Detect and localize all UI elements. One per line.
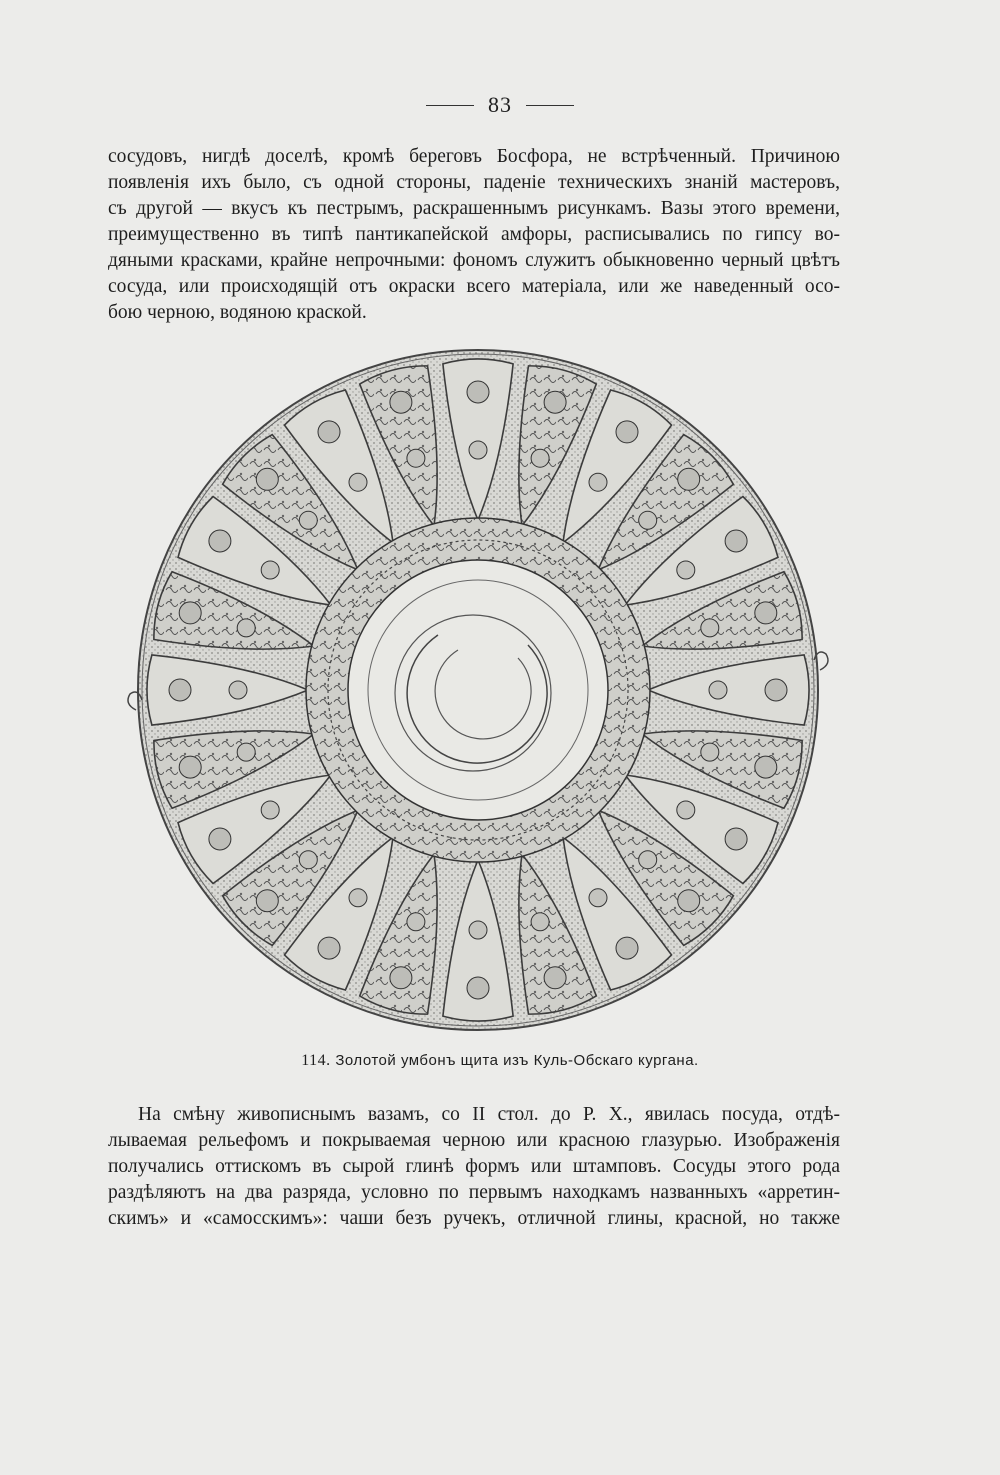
text-line: лываемая рельефомъ и покрываемая черною или красною глазурью. Изображенія [108, 1130, 840, 1151]
text-line: съ другой — вкусъ къ пестрымъ, раскрашеннымъ рисункамъ. Вазы этого времени, [108, 198, 840, 219]
boss-face-medallion [299, 851, 317, 869]
boss-face-medallion [390, 967, 412, 989]
caption-number: 114. [301, 1052, 331, 1069]
boss-face-medallion [179, 602, 201, 624]
text-line: сосуда, или происходящій отъ окраски всего матеріала, или же наведенный осо- [108, 276, 840, 297]
boss-face-medallion [467, 381, 489, 403]
boss-face-medallion [725, 530, 747, 552]
boss-face-medallion [639, 851, 657, 869]
boss-face-medallion [531, 913, 549, 931]
boss-face-medallion [318, 937, 340, 959]
boss-face-medallion [261, 801, 279, 819]
boss-face-medallion [349, 889, 367, 907]
text-line: получались оттискомъ въ сырой глинѣ формъ или штамповъ. Сосуды этого рода [108, 1156, 840, 1177]
text-line: дяными красками, крайне непрочными: фономъ служитъ обыкновенно черный цвѣтъ [108, 250, 840, 271]
boss-face-medallion [256, 468, 278, 490]
boss-face-medallion [544, 967, 566, 989]
page-number: 83 [488, 92, 512, 117]
boss-face-medallion [678, 468, 700, 490]
boss-face-medallion [209, 828, 231, 850]
boss-face-medallion [299, 511, 317, 529]
paragraph-1 [108, 144, 840, 326]
boss-face-medallion [179, 756, 201, 778]
shield-boss-illustration [108, 345, 848, 1035]
boss-face-medallion [725, 828, 747, 850]
text-line: раздѣляютъ на два разряда, условно по первымъ находкамъ названныхъ «арретин- [108, 1182, 840, 1203]
page-header [0, 92, 1000, 118]
boss-face-medallion [407, 449, 425, 467]
text-line: преимущественно въ типѣ пантикапейской амфоры, расписывались по гипсу во- [108, 224, 840, 245]
boss-face-medallion [237, 619, 255, 637]
boss-face-medallion [755, 756, 777, 778]
figure-caption [0, 1052, 1000, 1070]
boss-face-medallion [229, 681, 247, 699]
boss-face-medallion [677, 561, 695, 579]
header-rule-right [526, 105, 574, 106]
text-line: На смѣну живописнымъ вазамъ, со II стол. до Р. Х., явилась посуда, отдѣ- [138, 1104, 840, 1125]
boss-face-medallion [616, 937, 638, 959]
boss-face-medallion [765, 679, 787, 701]
boss-face-medallion [616, 421, 638, 443]
boss-center-boss [348, 560, 608, 820]
boss-face-medallion [589, 473, 607, 491]
boss-face-medallion [701, 743, 719, 761]
boss-face-medallion [237, 743, 255, 761]
boss-face-medallion [589, 889, 607, 907]
text-line: сосудовъ, нигдѣ доселѣ, кромѣ береговъ Босфора, не встрѣченный. Причиною [108, 146, 840, 167]
paragraph-2 [108, 1102, 840, 1232]
boss-face-medallion [531, 449, 549, 467]
header-rule-left [426, 105, 474, 106]
boss-face-medallion [256, 890, 278, 912]
boss-face-medallion [639, 511, 657, 529]
boss-face-medallion [209, 530, 231, 552]
text-line: скимъ» и «самосскимъ»: чаши безъ ручекъ, отличной глины, красной, но также [108, 1208, 840, 1229]
boss-face-medallion [467, 977, 489, 999]
boss-face-medallion [349, 473, 367, 491]
boss-face-medallion [469, 921, 487, 939]
boss-face-medallion [318, 421, 340, 443]
boss-face-medallion [469, 441, 487, 459]
caption-text: Золотой умбонъ щита изъ Куль-Обскаго кургана. [335, 1052, 699, 1069]
boss-face-medallion [169, 679, 191, 701]
figure-shield-boss [108, 345, 848, 1035]
text-line: появленія ихъ было, съ одной стороны, паденіе техническихъ знаній мастеровъ, [108, 172, 840, 193]
boss-face-medallion [677, 801, 695, 819]
boss-face-medallion [709, 681, 727, 699]
boss-face-medallion [544, 391, 566, 413]
boss-face-medallion [678, 890, 700, 912]
boss-face-medallion [390, 391, 412, 413]
boss-face-medallion [701, 619, 719, 637]
text-line: бою черною, водяною краской. [108, 302, 367, 323]
boss-face-medallion [407, 913, 425, 931]
boss-face-medallion [755, 602, 777, 624]
boss-face-medallion [261, 561, 279, 579]
